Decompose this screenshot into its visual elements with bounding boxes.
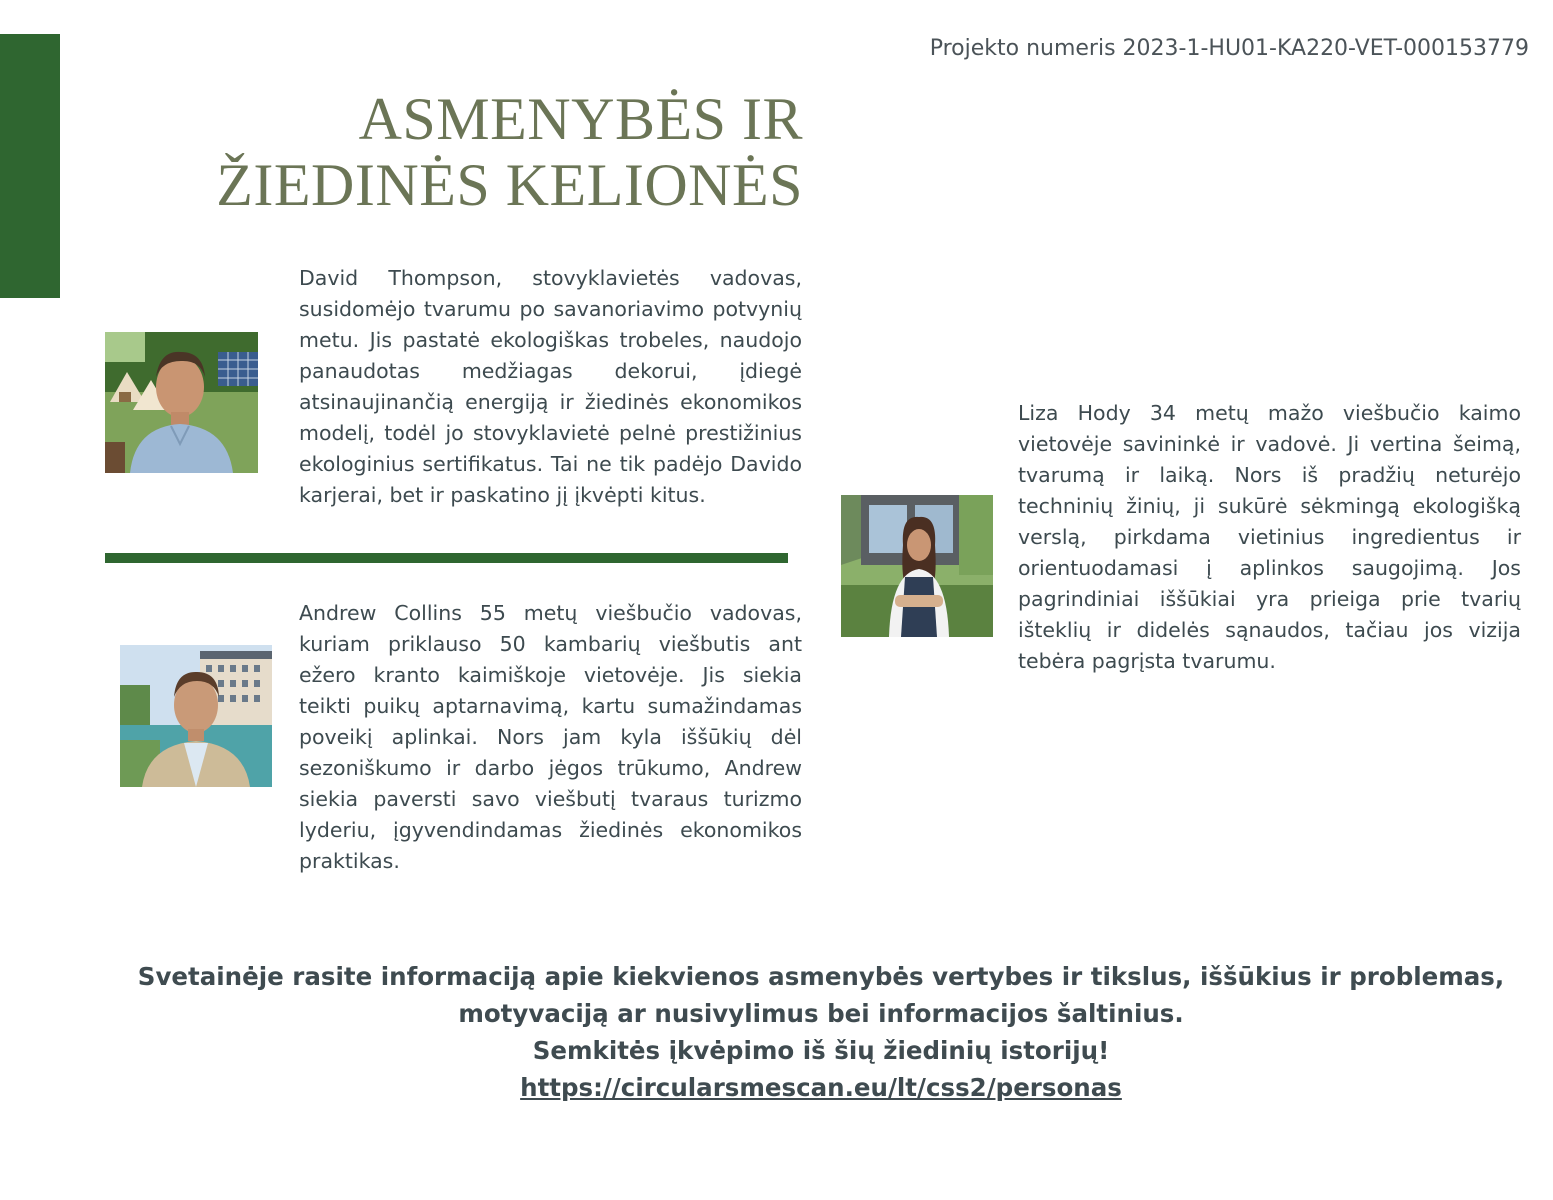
page-title (150, 86, 803, 218)
footer-line-1: Svetainėje rasite informaciją apie kiekvienos asmenybės vertybes ir tikslus, iššūkius ir problemas, (137, 962, 1505, 991)
footer-line-3: Semkitės įkvėpimo iš šių žiedinių istorijų! (532, 1036, 1110, 1065)
page-title-line-1: ASMENYBĖS IR (358, 86, 803, 152)
footer-line-2: motyvaciją ar nusivylimus bei informacijos šaltinius. (458, 999, 1184, 1028)
portrait-man-campsite-icon (105, 332, 258, 473)
persona-bio-david: David Thompson, stovyklavietės vadovas, susidomėjo tvarumu po savanoriavimo potvynių metu. Jis pastatė ekologiškas trobeles, naudojo panaudotas medžiagas dekorui, įdiegė atsinaujinančią energiją ir žiedinės ekonomikos modelį, todėl jo stovyklavietė pelnė prestižinius ekologinius sertifikatus. Tai ne tik padėjo Davido karjerai, bet ir paskatino jį įkvėpti kitus. (299, 266, 802, 507)
footer-callout (100, 958, 1542, 1106)
persona-bio-liza: Liza Hody 34 metų mažo viešbučio kaimo vietovėje savininkė ir vadovė. Ji vertina šeimą, tvarumą ir laiką. Nors iš pradžių neturėjo techninių žinių, ji sukūrė sėkmingą ekologišką verslą, pirkdama vietinius ingredientus ir orientuodamasi į aplinkos saugojimą. Jos pagrindiniai iššūkiai yra prieiga prie tvarių išteklių ir didelės sąnaudos, tačiau jos vizija tebėra pagrįsta tvarumu. (1018, 401, 1521, 673)
green-accent-bar (0, 34, 60, 298)
project-number: Projekto numeris 2023-1-HU01-KA220-VET-000153779 (929, 36, 1529, 61)
page-title-line-2: ŽIEDINĖS KELIONĖS (216, 152, 803, 218)
portrait-man-lakeside-hotel-icon (120, 645, 272, 787)
personas-link[interactable]: https://circularsmescan.eu/lt/css2/personas (520, 1073, 1122, 1102)
section-divider (105, 553, 788, 563)
portrait-woman-rural-hotel-icon (841, 495, 993, 637)
persona-bio-andrew: Andrew Collins 55 metų viešbučio vadovas, kuriam priklauso 50 kambarių viešbutis ant ežero kranto kaimiškoje vietovėje. Jis siekia teikti puikų aptarnavimą, kartu sumažindamas poveikį aplinkai. Nors jam kyla iššūkių dėl sezoniškumo ir darbo jėgos trūkumo, Andrew siekia paversti savo viešbutį tvaraus turizmo lyderiu, įgyvendindamas žiedinės ekonomikos praktikas. (299, 601, 802, 873)
